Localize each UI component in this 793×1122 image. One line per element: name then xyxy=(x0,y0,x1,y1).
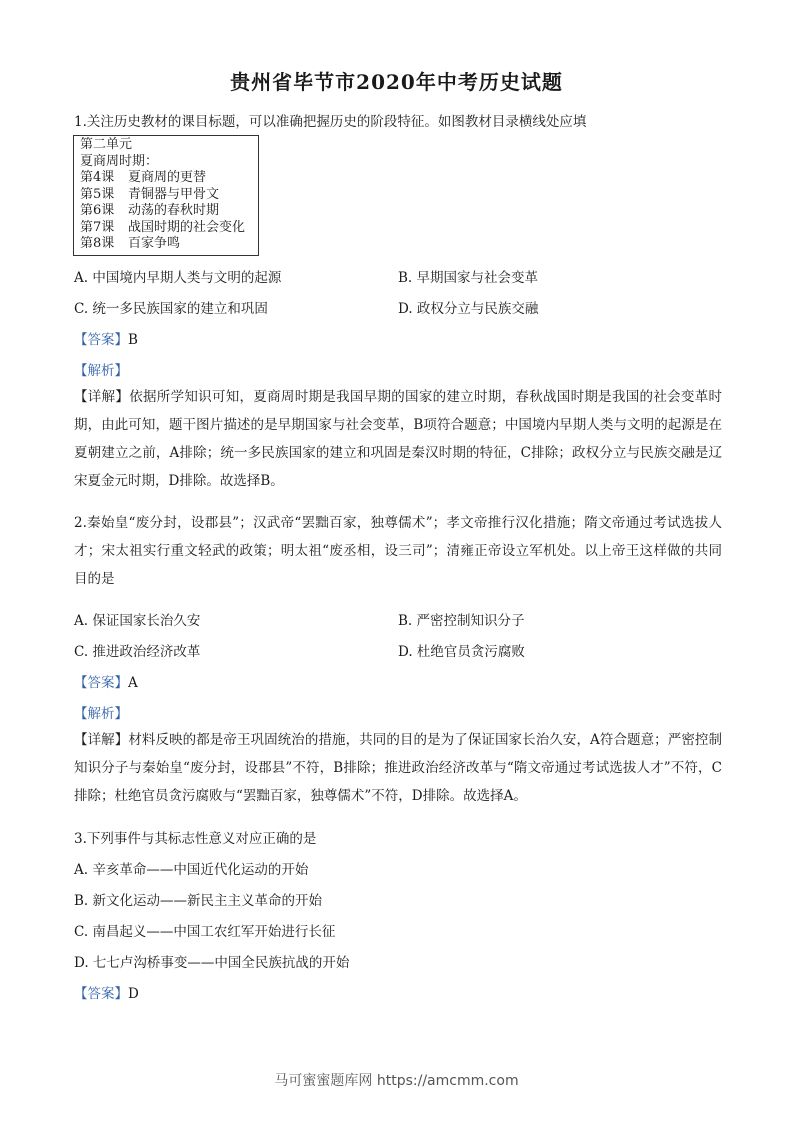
toc-lesson-title: 战国时期的社会变化 xyxy=(128,219,246,235)
toc-lesson-num: 第4课 xyxy=(80,170,115,185)
q1-option-b: B. 早期国家与社会变革 xyxy=(398,270,539,286)
toc-unit: 第二单元 xyxy=(80,137,133,152)
q2-answer xyxy=(74,671,138,691)
q1-analysis xyxy=(74,359,128,379)
q2-option-a: A. 保证国家长治久安 xyxy=(74,613,201,629)
toc-lesson xyxy=(80,236,258,253)
detail-tag: 【详解】 xyxy=(74,389,130,405)
toc-lesson xyxy=(80,170,258,187)
q1-option-d: D. 政权分立与民族交融 xyxy=(398,301,539,317)
toc-lesson-num: 第5课 xyxy=(80,186,115,202)
toc-lesson xyxy=(80,203,258,220)
toc-lesson-title: 百家争鸣 xyxy=(128,236,181,251)
q1-stem: 1.关注历史教材的课目标题，可以准确把握历史的阶段特征。如图教材目录横线处应填 xyxy=(74,114,587,130)
answer-tag: 【答案】 xyxy=(74,675,128,691)
answer-tag: 【答案】 xyxy=(74,332,128,348)
toc-lesson-title: 动荡的春秋时期 xyxy=(128,203,220,218)
q3-option-b: B. 新文化运动——新民主主义革命的开始 xyxy=(74,893,323,909)
toc-lesson-num: 第8课 xyxy=(80,236,115,251)
analysis-tag: 【解析】 xyxy=(74,363,128,379)
detail-tag: 【详解】 xyxy=(74,732,129,748)
q2-detail xyxy=(74,726,722,810)
answer-value: D xyxy=(128,986,139,1002)
answer-value: A xyxy=(128,675,138,691)
toc-lesson-num: 第6课 xyxy=(80,203,115,218)
q3-option-c: C. 南昌起义——中国工农红军开始进行长征 xyxy=(74,924,336,940)
q3-stem: 3.下列事件与其标志性意义对应正确的是 xyxy=(74,831,317,847)
q2-option-c: C. 推进政治经济改革 xyxy=(74,644,201,660)
answer-value: B xyxy=(128,332,138,348)
q1-option-c: C. 统一多民族国家的建立和巩固 xyxy=(74,301,268,317)
analysis-tag: 【解析】 xyxy=(74,706,128,722)
toc-period: 夏商周时期： xyxy=(80,153,159,169)
q2-option-b: B. 严密控制知识分子 xyxy=(398,613,525,629)
page-footer: 马可蜜蜜题库网 https://amcmm.com xyxy=(274,1073,519,1089)
q3-option-a: A. 辛亥革命——中国近代化运动的开始 xyxy=(74,862,309,878)
toc-lesson xyxy=(80,187,258,204)
toc-lesson-num: 第7课 xyxy=(80,219,115,235)
q3-option-d: D. 七七卢沟桥事变——中国全民族抗战的开始 xyxy=(74,955,350,971)
toc-lesson-title: 夏商周的更替 xyxy=(128,170,207,185)
q2-option-d: D. 杜绝官员贪污腐败 xyxy=(398,644,525,660)
q2-stem: 2.秦始皇“废分封，设郡县”；汉武帝“罢黜百家，独尊儒术”；孝文帝推行汉化措施；隋文帝通过考试选拔人才；宋太祖实行重文轻武的政策；明太祖“废丞相，设三司”；清雍正帝设立军机处。以上帝王这样做的共同目的是 xyxy=(74,515,722,587)
q1-option-a: A. 中国境内早期人类与文明的起源 xyxy=(74,270,282,286)
q1-answer xyxy=(74,328,138,348)
answer-tag: 【答案】 xyxy=(74,986,128,1002)
toc-lesson-title: 青铜器与甲骨文 xyxy=(128,186,220,202)
toc-lesson xyxy=(80,220,258,237)
q1-detail xyxy=(74,383,722,495)
detail-text: 依据所学知识可知，夏商周时期是我国早期的国家的建立时期，春秋战国时期是我国的社会变革时期，由此可知，题干图片描述的是早期国家与社会变革，B项符合题意；中国境内早期人类与文明的起源是在夏朝建立之前，A排除；统一多民族国家的建立和巩固是秦汉时期的特征，C排除；政权分立与民族交融是辽宋夏金元时期，D排除。故选择B。 xyxy=(74,389,723,489)
detail-text: 材料反映的都是帝王巩固统治的措施，共同的目的是为了保证国家长治久安，A符合题意；严密控制知识分子与秦始皇“废分封，设郡县”不符，B排除；推进政治经济改革与“隋文帝通过考试选拔人才”不符，C排除；杜绝官员贪污腐败与“罢黜百家，独尊儒术”不符，D排除。故选择A。 xyxy=(74,732,723,804)
q3-answer xyxy=(74,982,139,1002)
page-title: 贵州省毕节市2020年中考历史试题 xyxy=(230,70,563,94)
q2-analysis xyxy=(74,702,128,722)
q1-textbook-toc xyxy=(73,135,259,256)
